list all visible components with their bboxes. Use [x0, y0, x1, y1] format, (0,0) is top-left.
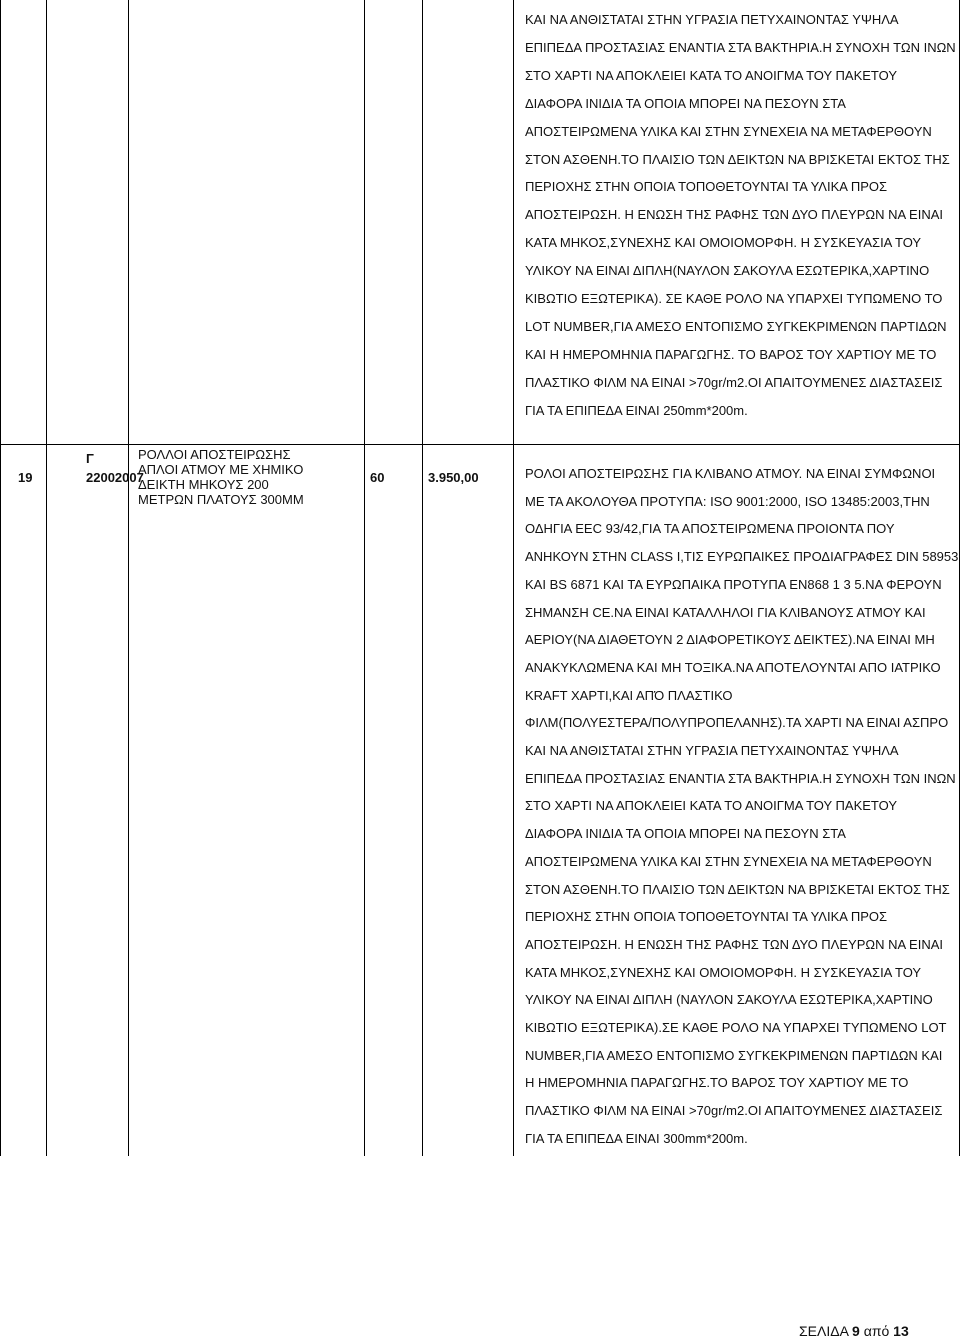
- description-line: ΔΕΙΚΤΗ ΜΗΚΟΥΣ 200: [138, 477, 269, 492]
- column-divider-description: [364, 0, 365, 1156]
- page-label: ΣΕΛΙΔΑ: [799, 1323, 853, 1339]
- spec-line: ΣΤΟΝ ΑΣΘΕΝΗ.ΤΟ ΠΛΑΙΣΙΟ ΤΩΝ ΔΕΙΚΤΩΝ ΝΑ ΒΡΙΣΚΕΤΑΙ ΕΚΤΟΣ ΤΗΣ: [525, 151, 950, 167]
- spec-line: LOT NUMBER,ΓΙΑ ΑΜΕΣΟ ΕΝΤΟΠΙΣΜΟ ΣΥΓΚΕΚΡΙΜΕΝΩΝ ΠΑΡΤΙΔΩΝ: [525, 318, 947, 334]
- spec-line: ΑΠΟΣΤΕΙΡΩΜΕΝΑ ΥΛΙΚΑ ΚΑΙ ΣΤΗΝ ΣΥΝΕΧΕΙΑ ΝΑ ΜΕΤΑΦΕΡΘΟΥΝ: [525, 123, 932, 139]
- spec-line: ΚΑΙ ΝΑ ΑΝΘΙΣΤΑΤΑΙ ΣΤΗΝ ΥΓΡΑΣΙΑ ΠΕΤΥΧΑΙΝΟΝΤΑΣ ΥΨΗΛΑ: [525, 12, 899, 27]
- description-line: ΡΟΛΛΟΙ ΑΠΟΣΤΕΙΡΩΣΗΣ: [138, 447, 291, 462]
- spec-line: ΑΝΗΚΟΥΝ ΣΤΗΝ CLASS I,ΤΙΣ ΕΥΡΩΠΑΙΚΕΣ ΠΡΟΔΙΑΓΡΑΦΕΣ DIN 58953: [525, 549, 959, 565]
- column-divider-price: [513, 0, 514, 1156]
- spec-line: ΦΙΛΜ(ΠΟΛΥΕΣΤΕΡΑ/ΠΟΛΥΠΡΟΠΕΛΑΝΗΣ).ΤΑ ΧΑΡΤΙ ΝΑ ΕΙΝΑΙ ΑΣΠΡΟ: [525, 715, 949, 731]
- row-price: 3.950,00: [428, 470, 479, 485]
- spec-line: ΠΛΑΣΤΙΚΟ ΦΙΛΜ ΝΑ ΕΙΝΑΙ >70gr/m2.ΟΙ ΑΠΑΙΤΟΥΜΕΝΕΣ ΔΙΑΣΤΑΣΕΙΣ: [525, 374, 943, 390]
- page-of-label: από: [859, 1323, 894, 1339]
- spec-line: ΣΤΟ ΧΑΡΤΙ ΝΑ ΑΠΟΚΛΕΙΕΙ ΚΑΤΑ ΤΟ ΑΝΟΙΓΜΑ ΤΟΥ ΠΑΚΕΤΟΥ: [525, 67, 897, 83]
- spec-line: ΕΠΙΠΕΔΑ ΠΡΟΣΤΑΣΙΑΣ ΕΝΑΝΤΙΑ ΣΤΑ ΒΑΚΤΗΡΙΑ.Η ΣΥΝΟΧΗ ΤΩΝ ΙΝΩΝ: [525, 39, 956, 55]
- spec-line: ΣΗΜΑΝΣΗ CE.ΝΑ ΕΙΝΑΙ ΚΑΤΑΛΛΗΛΟΙ ΓΙΑ ΚΛΙΒΑΝΟΥΣ ΑΤΜΟΥ ΚΑΙ: [525, 604, 926, 620]
- spec-line: ΚΑΙ Η ΗΜΕΡΟΜΗΝΙΑ ΠΑΡΑΓΩΓΗΣ. ΤΟ ΒΑΡΟΣ ΤΟΥ ΧΑΡΤΙΟΥ ΜΕ ΤΟ: [525, 346, 937, 362]
- row-description: [138, 447, 360, 507]
- spec-line: ΠΕΡΙΟΧΗΣ ΣΤΗΝ ΟΠΟΙΑ ΤΟΠΟΘΕΤΟΥΝΤΑΙ ΤΑ ΥΛΙΚΑ ΠΡΟΣ: [525, 179, 888, 195]
- spec-line: ΡΟΛΟΙ ΑΠΟΣΤΕΙΡΩΣΗΣ ΓΙΑ ΚΛΙΒΑΝΟ ΑΤΜΟΥ. ΝΑ ΕΙΝΑΙ ΣΥΜΦΩΝΟΙ: [525, 466, 936, 481]
- row-category: Γ: [86, 451, 94, 466]
- row-code: 22002007: [86, 470, 144, 485]
- spec-line: ΣΤΟ ΧΑΡΤΙ ΝΑ ΑΠΟΚΛΕΙΕΙ ΚΑΤΑ ΤΟ ΑΝΟΙΓΜΑ ΤΟΥ ΠΑΚΕΤΟΥ: [525, 798, 897, 814]
- spec-line: ΚΙΒΩΤΙΟ ΕΞΩΤΕΡΙΚΑ).ΣΕ ΚΑΘΕ ΡΟΛΟ ΝΑ ΥΠΑΡΧΕΙ ΤΥΠΩΜΕΝΟ LOT: [525, 1020, 947, 1035]
- table-left-border: [0, 0, 1, 1156]
- spec-line: ΠΕΡΙΟΧΗΣ ΣΤΗΝ ΟΠΟΙΑ ΤΟΠΟΘΕΤΟΥΝΤΑΙ ΤΑ ΥΛΙΚΑ ΠΡΟΣ: [525, 909, 888, 925]
- spec-line: ΚΑΤΑ ΜΗΚΟΣ,ΣΥΝΕΧΗΣ ΚΑΙ ΟΜΟΙΟΜΟΡΦΗ. Η ΣΥΣΚΕΥΑΣΙΑ ΤΟΥ: [525, 235, 922, 251]
- row-quantity: 60: [370, 470, 385, 485]
- spec-line: ΑΝΑΚΥΚΛΩΜΕΝΑ ΚΑΙ ΜΗ ΤΟΞΙΚΑ.ΝΑ ΑΠΟΤΕΛΟΥΝΤΑΙ ΑΠΟ ΙΑΤΡΙΚΟ: [525, 659, 941, 675]
- spec-line: ΣΤΟΝ ΑΣΘΕΝΗ.ΤΟ ΠΛΑΙΣΙΟ ΤΩΝ ΔΕΙΚΤΩΝ ΝΑ ΒΡΙΣΚΕΤΑΙ ΕΚΤΟΣ ΤΗΣ: [525, 881, 950, 897]
- spec-line: ΑΠΟΣΤΕΙΡΩΣΗ. Η ΕΝΩΣΗ ΤΗΣ ΡΑΦΗΣ ΤΩΝ ΔΥΟ ΠΛΕΥΡΩΝ ΝΑ ΕΙΝΑΙ: [525, 936, 943, 952]
- spec-line: ΓΙΑ ΤΑ ΕΠΙΠΕΔΑ ΕΙΝΑΙ 300mm*200m.: [525, 1130, 748, 1146]
- spec-line: Η ΗΜΕΡΟΜΗΝΙΑ ΠΑΡΑΓΩΓΗΣ.ΤΟ ΒΑΡΟΣ ΤΟΥ ΧΑΡΤΙΟΥ ΜΕ ΤΟ: [525, 1075, 909, 1091]
- page-footer: [799, 1323, 909, 1339]
- spec-line: KRAFT ΧΑΡΤΙ,ΚΑΙ ΑΠΌ ΠΛΑΣΤΙΚΟ: [525, 687, 733, 703]
- column-divider-code: [128, 0, 129, 1156]
- spec-line: ΚΙΒΩΤΙΟ ΕΞΩΤΕΡΙΚΑ). ΣΕ ΚΑΘΕ ΡΟΛΟ ΝΑ ΥΠΑΡΧΕΙ ΤΥΠΩΜΕΝΟ ΤΟ: [525, 291, 943, 306]
- spec-line: ΜΕ ΤΑ ΑΚΟΛΟΥΘΑ ΠΡΟΤΥΠΑ: ISO 9001:2000, ISO 13485:2003,ΤΗΝ: [525, 493, 930, 509]
- column-divider-number: [46, 0, 47, 1156]
- spec-line: ΑΕΡΙΟΥ(ΝΑ ΔΙΑΘΕΤΟΥΝ 2 ΔΙΑΦΟΡΕΤΙΚΟΥΣ ΔΕΙΚΤΕΣ).ΝΑ ΕΙΝΑΙ ΜΗ: [525, 632, 935, 648]
- page-number: 9: [852, 1323, 860, 1339]
- spec-line: ΥΛΙΚΟΥ ΝΑ ΕΙΝΑΙ ΔΙΠΛΗ (ΝΑΥΛΟΝ ΣΑΚΟΥΛΑ ΕΣΩΤΕΡΙΚΑ,ΧΑΡΤΙΝΟ: [525, 992, 933, 1008]
- spec-line: ΓΙΑ ΤΑ ΕΠΙΠΕΔΑ ΕΙΝΑΙ 250mm*200m.: [525, 402, 748, 418]
- spec-line: ΔΙΑΦΟΡΑ ΙΝΙΔΙΑ ΤΑ ΟΠΟΙΑ ΜΠΟΡΕΙ ΝΑ ΠΕΣΟΥΝ ΣΤΑ: [525, 826, 846, 842]
- spec-line: ΠΛΑΣΤΙΚΟ ΦΙΛΜ ΝΑ ΕΙΝΑΙ >70gr/m2.ΟΙ ΑΠΑΙΤΟΥΜΕΝΕΣ ΔΙΑΣΤΑΣΕΙΣ: [525, 1103, 943, 1119]
- spec-line: ΑΠΟΣΤΕΙΡΩΣΗ. Η ΕΝΩΣΗ ΤΗΣ ΡΑΦΗΣ ΤΩΝ ΔΥΟ ΠΛΕΥΡΩΝ ΝΑ ΕΙΝΑΙ: [525, 207, 943, 223]
- spec-line: ΚΑΤΑ ΜΗΚΟΣ,ΣΥΝΕΧΗΣ ΚΑΙ ΟΜΟΙΟΜΟΡΦΗ. Η ΣΥΣΚΕΥΑΣΙΑ ΤΟΥ: [525, 964, 922, 980]
- spec-line: ΚΑΙ BS 6871 ΚΑΙ ΤΑ ΕΥΡΩΠΑΙΚΑ ΠΡΟΤΥΠΑ ΕΝ868 1 3 5.ΝΑ ΦΕΡΟΥΝ: [525, 576, 942, 592]
- spec-line: ΑΠΟΣΤΕΙΡΩΜΕΝΑ ΥΛΙΚΑ ΚΑΙ ΣΤΗΝ ΣΥΝΕΧΕΙΑ ΝΑ ΜΕΤΑΦΕΡΘΟΥΝ: [525, 853, 932, 869]
- spec-line: ΥΛΙΚΟΥ ΝΑ ΕΙΝΑΙ ΔΙΠΛΗ(ΝΑΥΛΟΝ ΣΑΚΟΥΛΑ ΕΣΩΤΕΡΙΚΑ,ΧΑΡΤΙΝΟ: [525, 263, 930, 279]
- spec-line: ΔΙΑΦΟΡΑ ΙΝΙΔΙΑ ΤΑ ΟΠΟΙΑ ΜΠΟΡΕΙ ΝΑ ΠΕΣΟΥΝ ΣΤΑ: [525, 95, 846, 111]
- page-total: 13: [893, 1323, 909, 1339]
- row-number: 19: [18, 470, 33, 485]
- row-separator: [0, 444, 960, 445]
- spec-line: ΟΔΗΓΙΑ EEC 93/42,ΓΙΑ ΤΑ ΑΠΟΣΤΕΙΡΩΜΕΝΑ ΠΡΟΙΟΝΤΑ ΠΟΥ: [525, 521, 895, 537]
- column-divider-quantity: [422, 0, 423, 1156]
- description-line: ΑΠΛΟΙ ΑΤΜΟΥ ΜΕ ΧΗΜΙΚΟ: [138, 462, 304, 477]
- description-line: ΜΕΤΡΩΝ ΠΛΑΤΟΥΣ 300ΜΜ: [138, 492, 304, 507]
- spec-line: ΚΑΙ ΝΑ ΑΝΘΙΣΤΑΤΑΙ ΣΤΗΝ ΥΓΡΑΣΙΑ ΠΕΤΥΧΑΙΝΟΝΤΑΣ ΥΨΗΛΑ: [525, 743, 899, 758]
- spec-line: NUMBER,ΓΙΑ ΑΜΕΣΟ ΕΝΤΟΠΙΣΜΟ ΣΥΓΚΕΚΡΙΜΕΝΩΝ ΠΑΡΤΙΔΩΝ ΚΑΙ: [525, 1047, 943, 1063]
- spec-line: ΕΠΙΠΕΔΑ ΠΡΟΣΤΑΣΙΑΣ ΕΝΑΝΤΙΑ ΣΤΑ ΒΑΚΤΗΡΙΑ.Η ΣΥΝΟΧΗ ΤΩΝ ΙΝΩΝ: [525, 770, 956, 786]
